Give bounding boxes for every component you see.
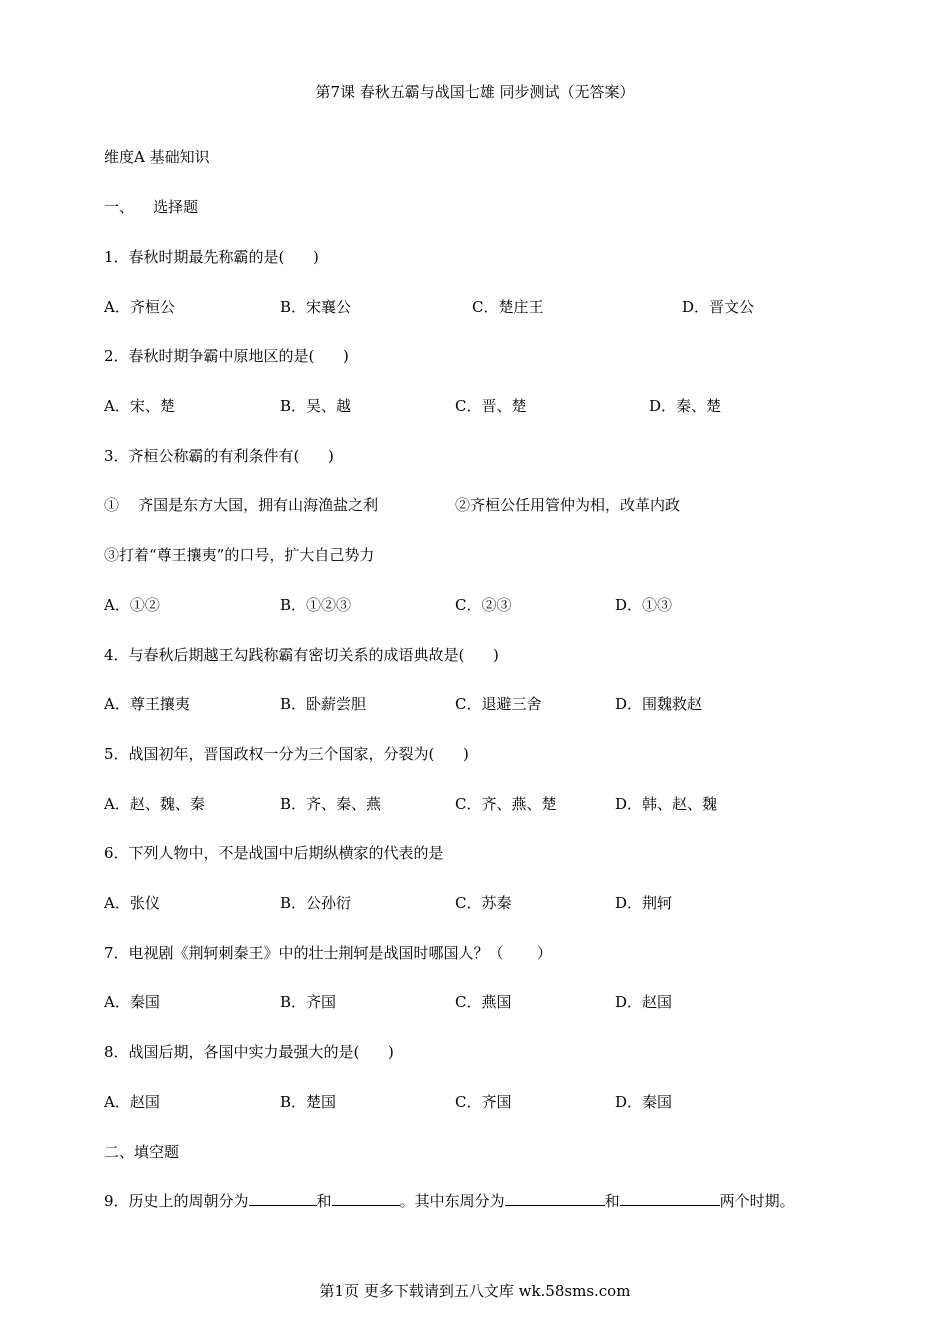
q7-option-a: A．秦国 bbox=[104, 993, 160, 1011]
q4-option-b: B．卧薪尝胆 bbox=[280, 695, 367, 713]
q4-option-c: C．退避三舍 bbox=[455, 695, 542, 713]
q3-condition-3: ③打着“尊王攘夷”的口号，扩大自己势力 bbox=[104, 546, 375, 564]
question-9 bbox=[104, 1191, 795, 1211]
q5-option-c: C．齐、燕、楚 bbox=[455, 795, 557, 813]
q9-blank-2[interactable] bbox=[332, 1191, 400, 1206]
question-7: 7．电视剧《荆轲刺秦王》中的壮士荆轲是战国时哪国人？（ ） bbox=[104, 944, 552, 962]
q8-option-a: A．赵国 bbox=[104, 1093, 160, 1111]
q3-option-d: D．①③ bbox=[615, 596, 673, 614]
q9-text-1: 9．历史上的周朝分为 bbox=[104, 1192, 249, 1210]
q9-blank-4[interactable] bbox=[620, 1191, 720, 1206]
q9-blank-3[interactable] bbox=[505, 1191, 605, 1206]
q7-option-c: C．燕国 bbox=[455, 993, 512, 1011]
q9-text-5: 两个时期。 bbox=[719, 1192, 795, 1210]
q7-option-d: D．赵国 bbox=[615, 993, 673, 1011]
q4-option-d: D．围魏救赵 bbox=[615, 695, 703, 713]
q1-option-a: A．齐桓公 bbox=[104, 298, 175, 316]
q4-option-a: A．尊王攘夷 bbox=[104, 695, 190, 713]
q1-option-c: C．楚庄王 bbox=[472, 298, 544, 316]
page-title: 第7课 春秋五霸与战国七雄 同步测试（无答案） bbox=[315, 83, 635, 101]
question-8: 8．战国后期，各国中实力最强大的是( ) bbox=[104, 1043, 394, 1061]
q6-option-d: D．荆轲 bbox=[615, 894, 673, 912]
q3-condition-2: ②齐桓公任用管仲为相，改革内政 bbox=[455, 496, 681, 514]
q3-option-c: C．②③ bbox=[455, 596, 512, 614]
section-heading-choice: 一、 选择题 bbox=[104, 198, 199, 216]
q9-text-3: 。其中东周分为 bbox=[399, 1192, 505, 1210]
question-5: 5．战国初年，晋国政权一分为三个国家，分裂为( ) bbox=[104, 745, 469, 763]
question-6: 6．下列人物中，不是战国中后期纵横家的代表的是 bbox=[104, 844, 444, 862]
q3-option-a: A．①② bbox=[104, 596, 160, 614]
q8-option-b: B．楚国 bbox=[280, 1093, 337, 1111]
q9-text-4: 和 bbox=[604, 1192, 620, 1210]
question-3: 3．齐桓公称霸的有利条件有( ) bbox=[104, 447, 334, 465]
page-footer: 第1页 更多下载请到五八文库 wk.58sms.com bbox=[319, 1282, 631, 1300]
q6-option-a: A．张仪 bbox=[104, 894, 160, 912]
q6-option-b: B．公孙衍 bbox=[280, 894, 352, 912]
q2-option-d: D．秦、楚 bbox=[649, 397, 722, 415]
question-2: 2．春秋时期争霸中原地区的是( ) bbox=[104, 347, 349, 365]
q1-option-b: B．宋襄公 bbox=[280, 298, 352, 316]
q6-option-c: C．苏秦 bbox=[455, 894, 512, 912]
section-heading-fill: 二、填空题 bbox=[104, 1143, 180, 1161]
dimension-heading: 维度A 基础知识 bbox=[104, 148, 210, 166]
q9-blank-1[interactable] bbox=[249, 1191, 317, 1206]
q8-option-d: D．秦国 bbox=[615, 1093, 673, 1111]
q5-option-b: B．齐、秦、燕 bbox=[280, 795, 382, 813]
q9-text-2: 和 bbox=[316, 1192, 332, 1210]
q2-option-c: C．晋、楚 bbox=[455, 397, 527, 415]
q2-option-a: A．宋、楚 bbox=[104, 397, 175, 415]
question-1: 1．春秋时期最先称霸的是( ) bbox=[104, 248, 319, 266]
q5-option-d: D．韩、赵、魏 bbox=[615, 795, 718, 813]
q7-option-b: B．齐国 bbox=[280, 993, 337, 1011]
q8-option-c: C．齐国 bbox=[455, 1093, 512, 1111]
q5-option-a: A．赵、魏、秦 bbox=[104, 795, 205, 813]
question-4: 4．与春秋后期越王勾践称霸有密切关系的成语典故是( ) bbox=[104, 646, 499, 664]
q3-option-b: B．①②③ bbox=[280, 596, 352, 614]
q1-option-d: D．晋文公 bbox=[682, 298, 755, 316]
q2-option-b: B．吴、越 bbox=[280, 397, 352, 415]
q3-condition-1: ① 齐国是东方大国，拥有山海渔盐之利 bbox=[104, 496, 379, 514]
